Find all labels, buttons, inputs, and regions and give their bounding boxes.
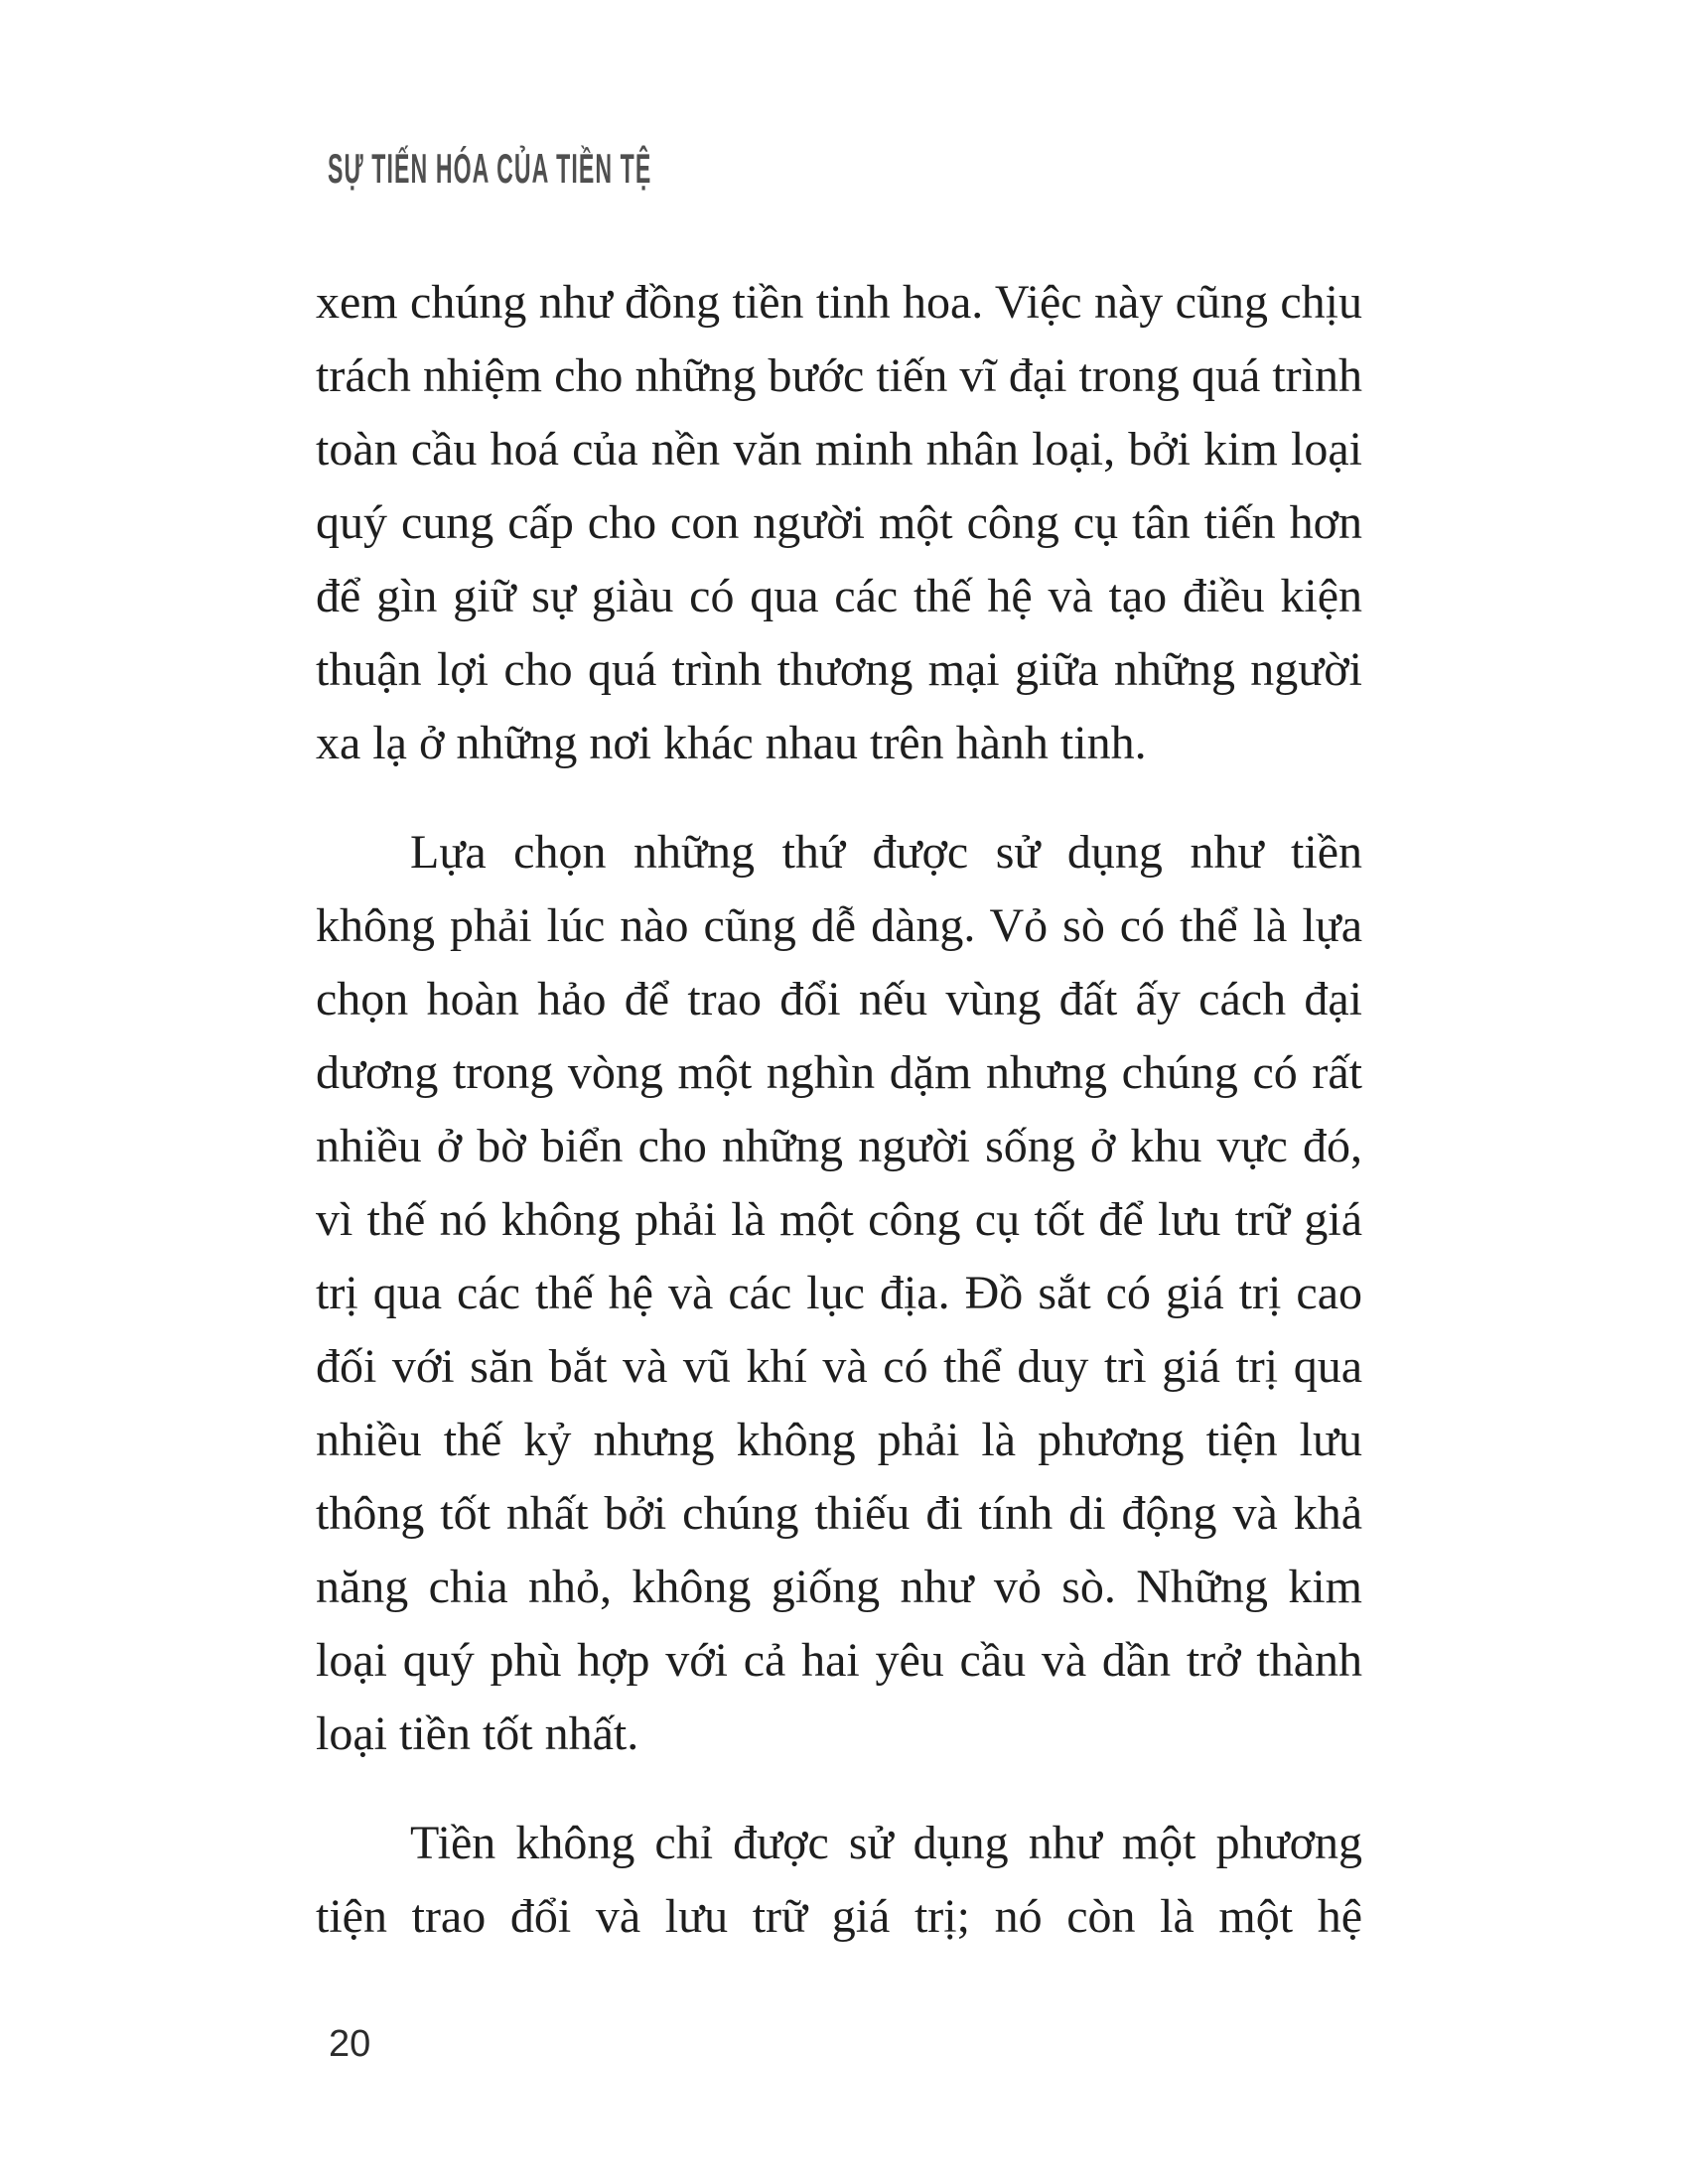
paragraph-3: Tiền không chỉ được sử dụng như một phương tiện trao đổi và lưu trữ giá trị; nó còn là một hệ	[316, 1817, 1362, 1943]
body-text	[316, 266, 1362, 1954]
paragraph-2: Lựa chọn những thứ được sử dụng như tiền không phải lúc nào cũng dễ dàng. Vỏ sò có thể là lựa chọn hoàn hảo để trao đổi nếu vùng đất ấy cách đại dương trong vòng một nghìn dặm nhưng chúng có rất nhiều ở bờ biển cho những người sống ở khu vực đó, vì thế nó không phải là một công cụ tốt để lưu trữ giá trị qua các thế hệ và các lục địa. Đồ sắt có giá trị cao đối với săn bắt và vũ khí và có thể duy trì giá trị qua nhiều thế kỷ nhưng không phải là phương tiện lưu thông tốt nhất bởi chúng thiếu đi tính di động và khả năng chia nhỏ, không giống như vỏ sò. Những kim loại quý phù hợp với cả hai yêu cầu và dần trở thành loại tiền tốt nhất.	[316, 826, 1362, 1760]
running-header: SỰ TIẾN HÓA CỦA TIỀN TỆ	[328, 145, 652, 192]
paragraph-1: xem chúng như đồng tiền tinh hoa. Việc này cũng chịu trách nhiệm cho những bước tiến vĩ đại trong quá trình toàn cầu hoá của nền văn minh nhân loại, bởi kim loại quý cung cấp cho con người một công cụ tân tiến hơn để gìn giữ sự giàu có qua các thế hệ và tạo điều kiện thuận lợi cho quá trình thương mại giữa những người xa lạ ở những nơi khác nhau trên hành tinh.	[316, 276, 1362, 769]
page-number: 20	[329, 2023, 371, 2065]
